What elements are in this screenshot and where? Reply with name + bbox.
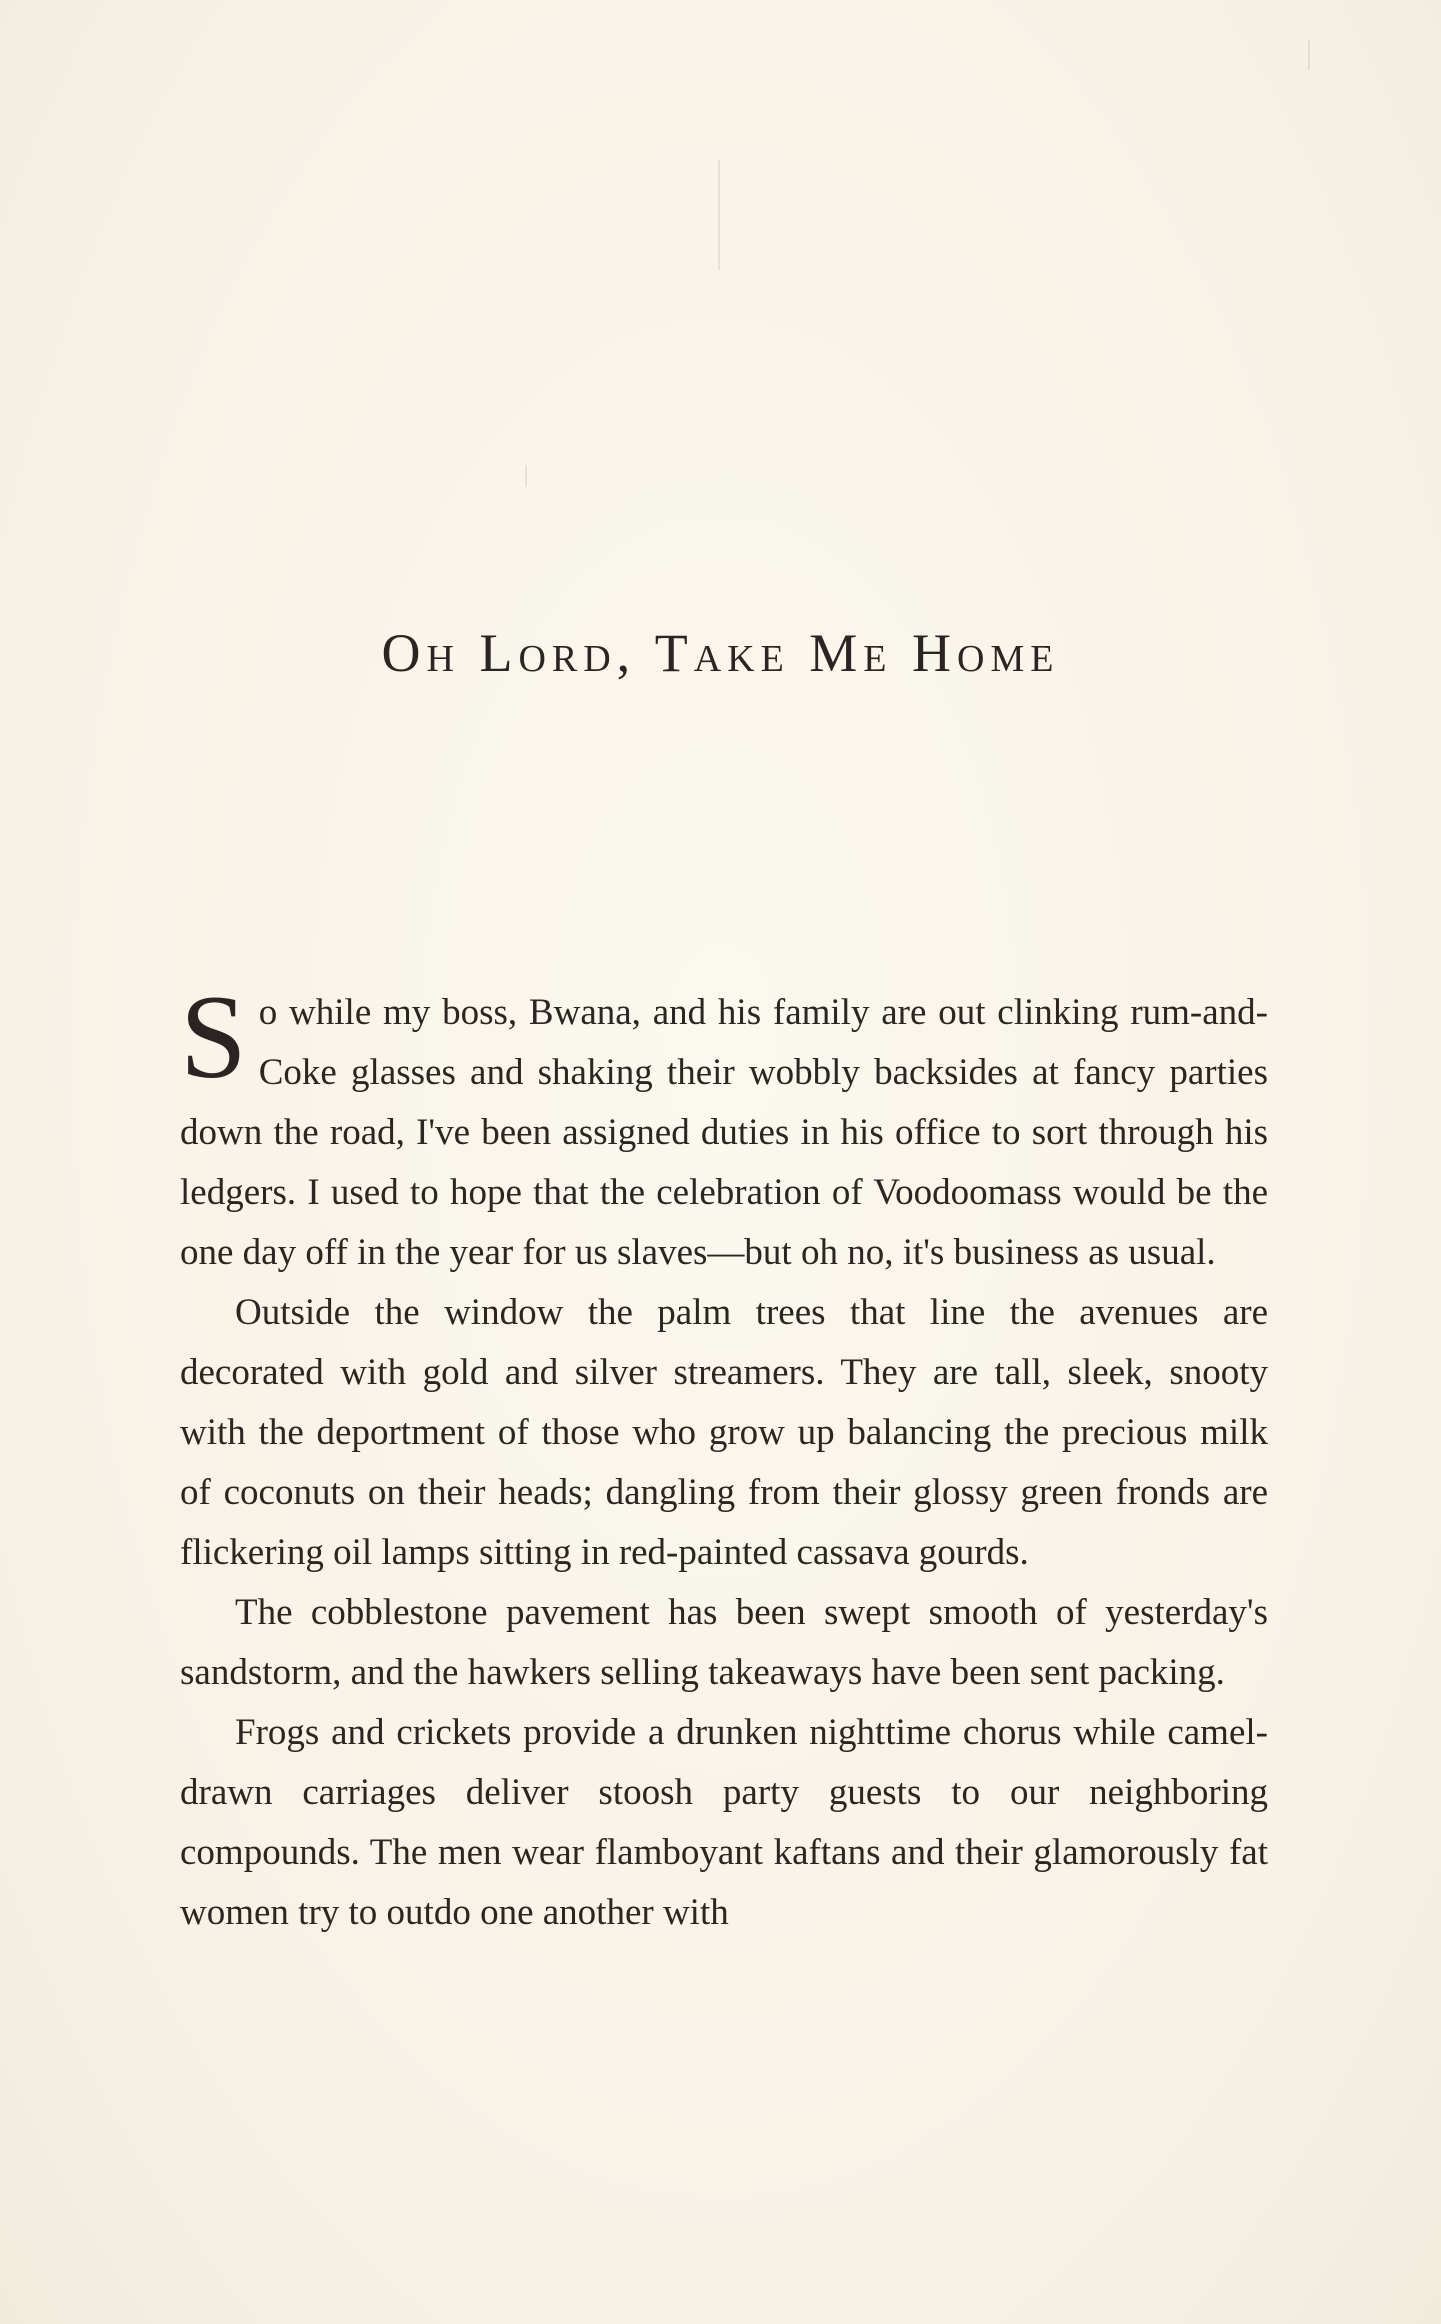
paper-mark (525, 465, 527, 487)
paper-mark (1308, 40, 1310, 70)
paragraph (180, 970, 1268, 1283)
paragraph-text: o while my boss, Bwana, and his family are out clinking rum-and-Coke glasses and shaking their wobbly backsides at fancy parties down the road, I've been assigned duties in his office to sort through his ledgers. I used to hope that the celebration of Voodoomass would be the one day off in the year for us slaves—but oh no, it's business as usual. (180, 992, 1268, 1273)
paragraph: Frogs and crickets provide a drunken nighttime chorus while camel-drawn carriages deliver stoosh party guests to our neighboring compounds. The men wear flamboyant kaftans and their glamorously fat women try to outdo one another with (180, 1712, 1268, 1933)
drop-cap: S (180, 970, 247, 1103)
chapter-title: Oh Lord, Take Me Home (381, 623, 1060, 683)
chapter-body (180, 970, 1268, 1943)
paper-mark (718, 160, 720, 270)
paragraph: Outside the window the palm trees that line the avenues are decorated with gold and silver streamers. They are tall, sleek, snooty with the deportment of those who grow up balancing the precious milk of coconuts on their heads; dangling from their glossy green fronds are flickering oil lamps sitting in red-painted cassava gourds. (180, 1292, 1268, 1573)
paragraph: The cobblestone pavement has been swept smooth of yesterday's sandstorm, and the hawkers selling takeaways have been sent packing. (180, 1592, 1268, 1693)
